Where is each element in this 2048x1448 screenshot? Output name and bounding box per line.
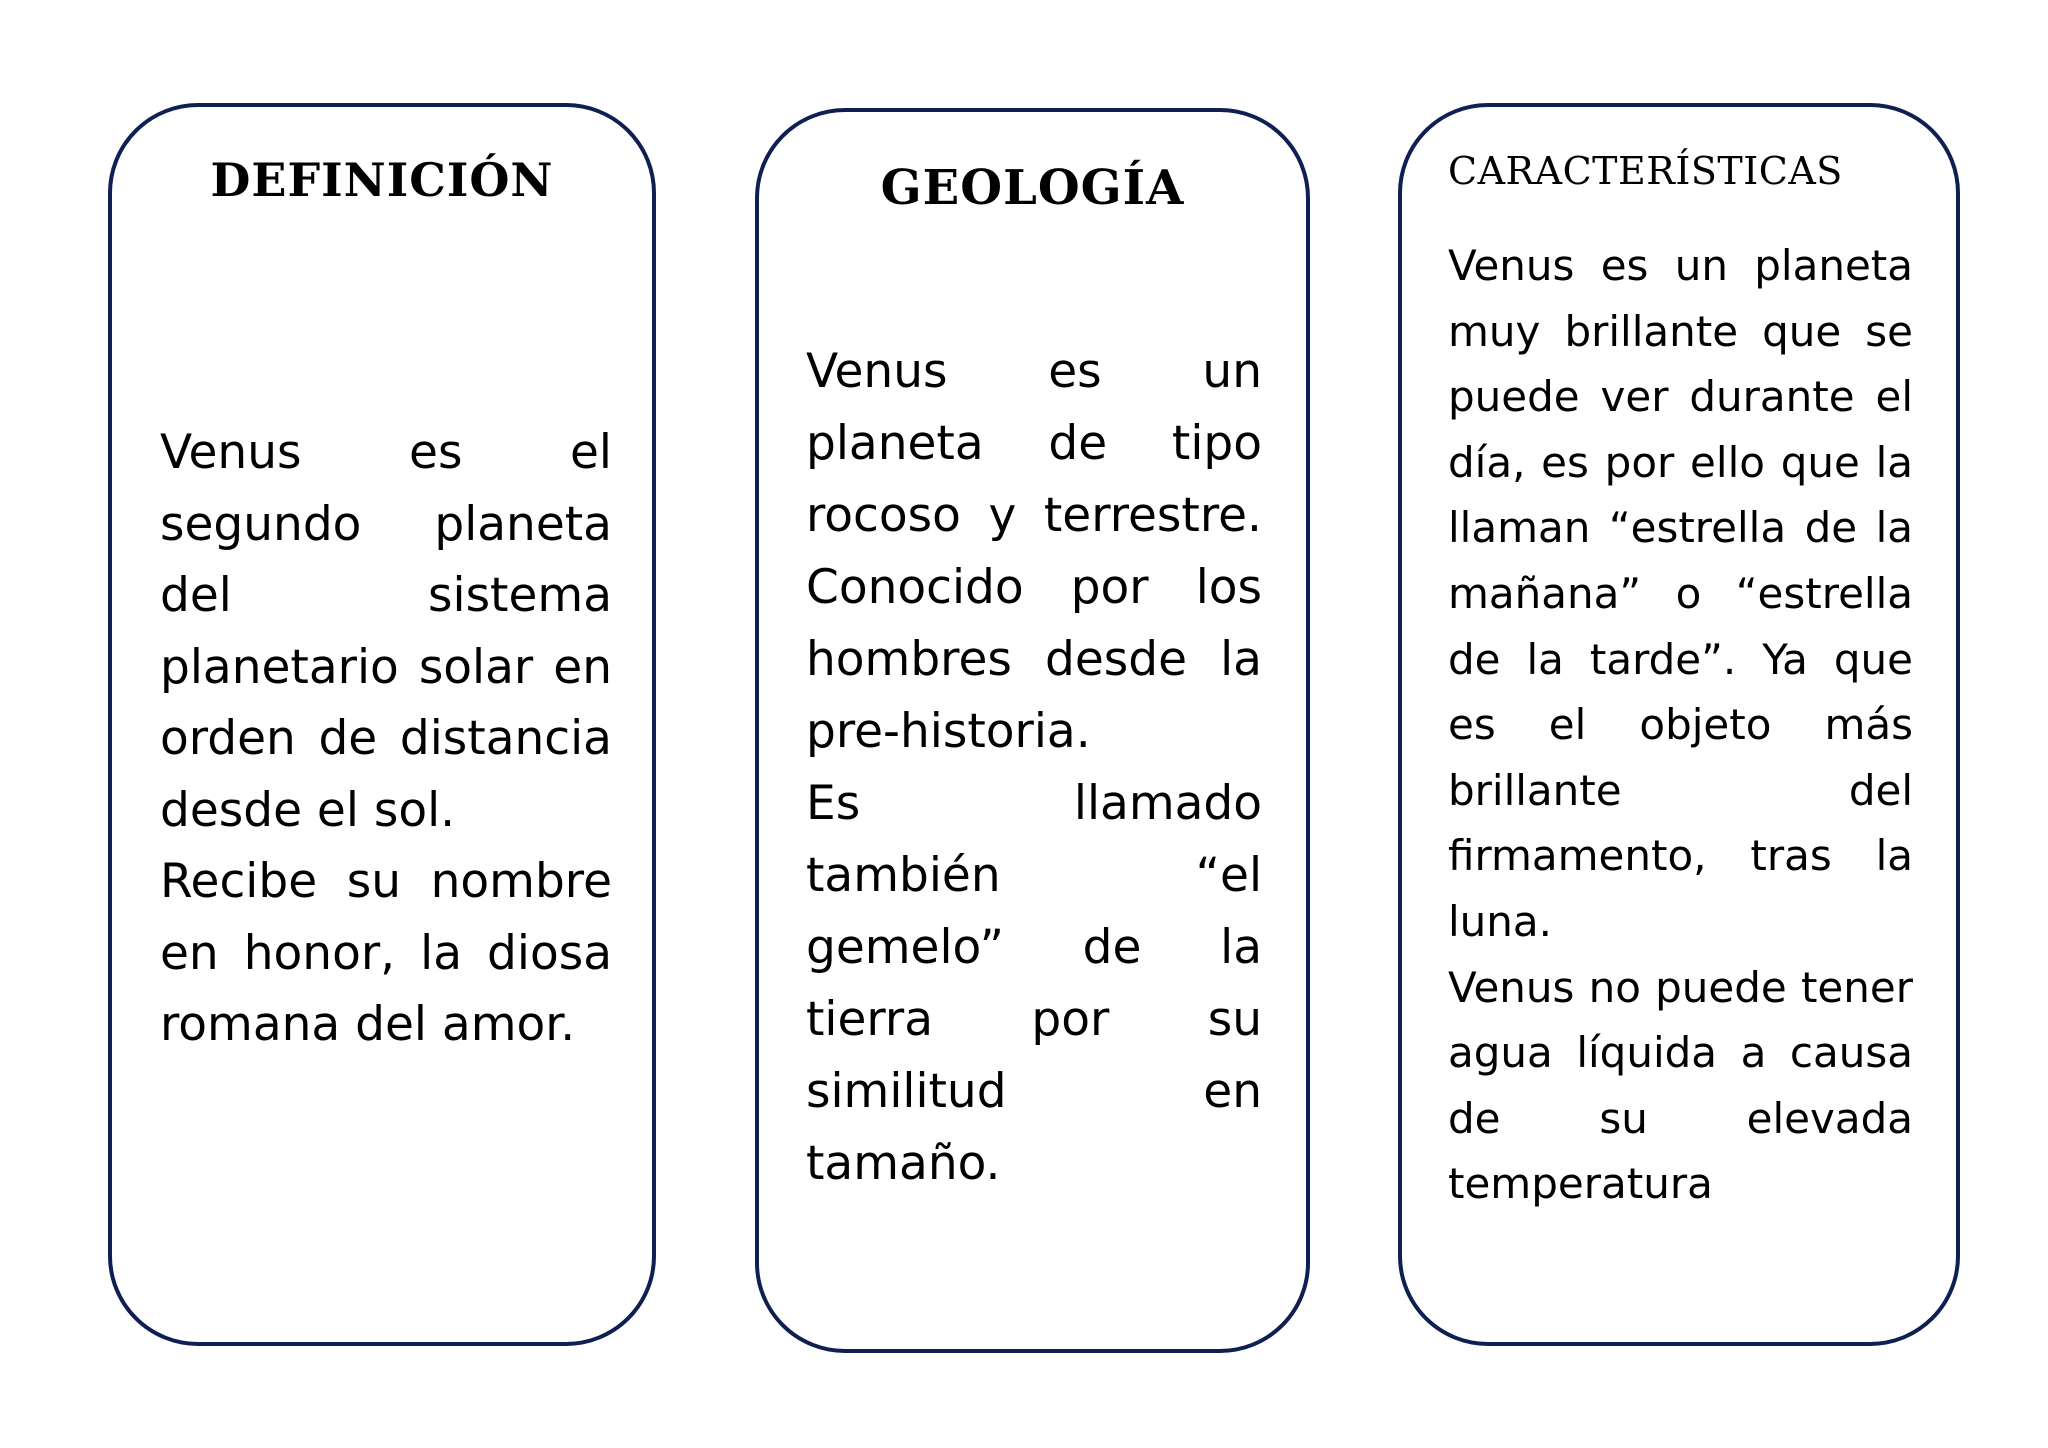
card-definicion <box>108 103 656 1346</box>
card-title-geologia: GEOLOGÍA <box>880 160 1185 216</box>
card-body-caracteristicas <box>1448 233 1913 1217</box>
card-geologia <box>755 108 1310 1353</box>
card-title-caracteristicas: CARACTERÍSTICAS <box>1448 149 1843 193</box>
card-caracteristicas <box>1398 103 1960 1346</box>
paragraph: Es llamado también “el gemelo” de la tierra por su similitud en tamaño. <box>806 776 1262 1191</box>
paragraph: Venus no puede tener agua líquida a causa de su elevada temperatura <box>1448 962 1913 1209</box>
paragraph: Venus es un planeta muy brillante que se puede ver durante el día, es por ello que la llaman “estrella de la mañana” o “estrella de la tarde”. Ya que es el objeto más brillante del firmamento, tras la luna. <box>1448 241 1913 946</box>
paragraph: Venus es un planeta de tipo rocoso y terrestre. Conocido por los hombres desde la pre-historia. <box>806 344 1262 759</box>
card-body-geologia <box>806 336 1262 1200</box>
card-title-definicion: DEFINICIÓN <box>210 153 554 207</box>
paragraph: Venus es el segundo planeta del sistema planetario solar en orden de distancia desde el sol. <box>160 425 612 838</box>
paragraph: Recibe su nombre en honor, la diosa romana del amor. <box>160 854 612 1052</box>
card-body-definicion <box>160 417 612 1061</box>
